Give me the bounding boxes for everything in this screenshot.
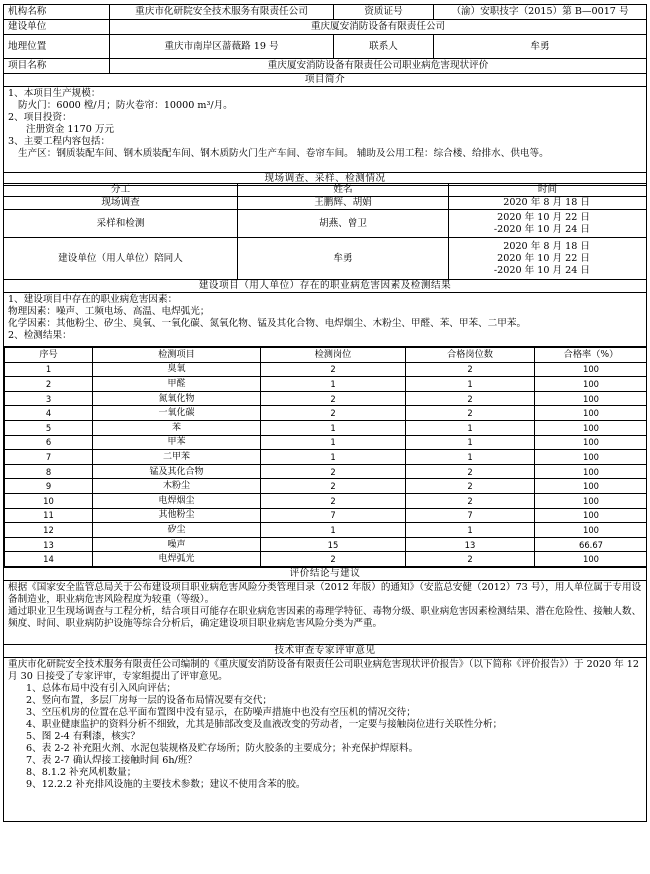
- row-posts: 7: [261, 508, 406, 523]
- results-header-row: [5, 348, 647, 363]
- row-posts: 2: [261, 464, 406, 479]
- org-label: 机构名称: [4, 5, 110, 20]
- intro-line: 1、本项目生产规模：: [8, 88, 101, 99]
- row-item: 木粉尘: [93, 479, 261, 494]
- review-item: 4、职业健康监护的资料分析不细致，尤其是肺部改变及血液改变的劳动者，一定要与接触岗位进行关联性分析；: [26, 718, 503, 730]
- location-label: 地理位置: [4, 35, 110, 59]
- row-item: 甲苯: [93, 435, 261, 450]
- contact-label: 联系人: [334, 35, 434, 59]
- row-qualified: 1: [406, 450, 535, 465]
- survey-names: 胡燕、曾卫: [238, 210, 449, 238]
- row-qualified: 2: [406, 406, 535, 421]
- row-no: 11: [5, 508, 93, 523]
- survey-role: 采样和检测: [4, 210, 238, 238]
- survey-time: [449, 238, 647, 280]
- table-row: [5, 420, 647, 435]
- project-value: 重庆厦安消防设备有限责任公司职业病危害现状评价: [110, 59, 647, 74]
- row-no: 7: [5, 450, 93, 465]
- row-no: 10: [5, 493, 93, 508]
- row-rate: 100: [535, 523, 647, 538]
- intro-line: 3、主要工程内容包括：: [8, 136, 111, 147]
- results-header-cell: 序号: [5, 348, 93, 363]
- survey-header-role: 分工: [4, 184, 238, 197]
- survey-time-line: -2020 年 10 月 24 日: [493, 223, 590, 235]
- table-row: [5, 552, 647, 567]
- table-row: [5, 523, 647, 538]
- row-posts: 1: [261, 450, 406, 465]
- row-no: 12: [5, 523, 93, 538]
- results-header-cell: 合格岗位数: [406, 348, 535, 363]
- review-item: 8、8.1.2 补充风机数量；: [26, 766, 137, 778]
- location-value: 重庆市南岸区蔷薇路 19 号: [110, 35, 334, 59]
- survey-role: 现场调查: [4, 197, 238, 210]
- row-rate: 100: [535, 552, 647, 567]
- project-label: 项目名称: [4, 59, 110, 74]
- row-rate: 100: [535, 406, 647, 421]
- row-posts: 1: [261, 435, 406, 450]
- unit-label: 建设单位: [4, 20, 110, 35]
- row-no: 3: [5, 391, 93, 406]
- row-item: 电焊烟尘: [93, 493, 261, 508]
- row-qualified: 2: [406, 552, 535, 567]
- contact-value: 牟勇: [434, 35, 647, 59]
- intro-line: 生产区：钢质装配车间、钢木质装配车间、钢木质防火门生产车间、卷帘车间。 辅助及公用工程：综合楼、给排水、供电等。: [18, 148, 549, 159]
- row-rate: 100: [535, 420, 647, 435]
- survey-role: 建设单位（用人单位）陪同人: [4, 238, 238, 280]
- table-row: [5, 362, 647, 377]
- row-qualified: 7: [406, 508, 535, 523]
- row-posts: 2: [261, 479, 406, 494]
- table-row: [5, 450, 647, 465]
- row-qualified: 13: [406, 537, 535, 552]
- row-item: 氮氧化物: [93, 391, 261, 406]
- results-header-cell: 检测项目: [93, 348, 261, 363]
- table-row: [5, 377, 647, 392]
- row-posts: 1: [261, 523, 406, 538]
- survey-time-line: 2020 年 8 月 18 日: [503, 240, 590, 252]
- row-no: 4: [5, 406, 93, 421]
- row-rate: 100: [535, 508, 647, 523]
- survey-time: [449, 210, 647, 238]
- row-no: 13: [5, 537, 93, 552]
- row-no: 1: [5, 362, 93, 377]
- survey-time-line: 2020 年 8 月 18 日: [503, 197, 590, 208]
- row-posts: 1: [261, 377, 406, 392]
- row-qualified: 1: [406, 377, 535, 392]
- row-no: 2: [5, 377, 93, 392]
- review-intro: 重庆市化研院安全技术服务有限责任公司编制的《重庆厦安消防设备有限责任公司职业病危害现状评价报告》（以下简称《评价报告》）于 2020 年 12 月 30 日接受了专家评审，专家组提出了评审意见。: [8, 658, 639, 682]
- hazards-line: 2、检测结果：: [8, 330, 72, 341]
- review-item: 7、表 2-7 确认焊接工接触时间 6h/班？: [26, 754, 197, 766]
- row-item: 苯: [93, 420, 261, 435]
- hazards-line: 化学因素：其他粉尘、矽尘、臭氧、一氧化碳、氮氧化物、锰及其化合物、电焊烟尘、木粉尘、甲醛、苯、甲苯、二甲苯。: [8, 318, 527, 329]
- table-row: [5, 537, 647, 552]
- survey-time-line: 2020 年 10 月 22 日: [497, 252, 590, 264]
- intro-content: [4, 87, 647, 173]
- table-row: [5, 493, 647, 508]
- row-posts: 15: [261, 537, 406, 552]
- row-item: 臭氧: [93, 362, 261, 377]
- review-item: 6、表 2-2 补充阻火剂、水泥包装规格及贮存场所；防火胶条的主要成分；补充保护焊原料。: [26, 742, 419, 754]
- row-rate: 100: [535, 464, 647, 479]
- row-no: 14: [5, 552, 93, 567]
- row-item: 甲醛: [93, 377, 261, 392]
- row-posts: 2: [261, 391, 406, 406]
- survey-time-line: 2020 年 10 月 22 日: [497, 211, 590, 223]
- table-row: [5, 508, 647, 523]
- evaluation-form: [3, 4, 647, 186]
- row-rate: 100: [535, 493, 647, 508]
- conclusion-content: [4, 580, 647, 644]
- results-table-cell: [4, 347, 647, 568]
- row-item: 一氧化碳: [93, 406, 261, 421]
- survey-header-time: 时间: [449, 184, 647, 197]
- row-posts: 2: [261, 552, 406, 567]
- hazards-line: 1、建设项目中存在的职业病危害因素：: [8, 294, 178, 305]
- conclusion-paragraph: 根据《国家安全监管总局关于公布建设项目职业病危害风险分类管理目录（2012 年版）的通知》（安监总安健（2012）73 号），用人单位属于专用设备制造业，职业病危害风险程度为较重（等级）。: [8, 581, 642, 605]
- survey-section-title: 现场调查、采样、检测情况: [4, 173, 647, 186]
- row-item: 噪声: [93, 537, 261, 552]
- row-qualified: 2: [406, 362, 535, 377]
- hazards-content: [4, 293, 647, 347]
- row-no: 5: [5, 420, 93, 435]
- row-item: 电焊弧光: [93, 552, 261, 567]
- conclusion-paragraph: 通过职业卫生现场调查与工程分析，结合项目可能存在职业病危害因素的毒理学特征、毒物分级、职业病危害因素检测结果、潜在危险性、接触人数、频度、时间、职业病防护设施等综合分析后，确定建设项目职业病危害风险分类为严重。: [8, 605, 642, 629]
- survey-table: [3, 183, 647, 822]
- review-content: [4, 657, 647, 821]
- survey-time-line: -2020 年 10 月 24 日: [493, 264, 590, 276]
- conclusion-section-title: 评价结论与建议: [4, 567, 647, 580]
- table-row: [5, 479, 647, 494]
- row-no: 8: [5, 464, 93, 479]
- row-posts: 2: [261, 493, 406, 508]
- survey-names: 牟勇: [238, 238, 449, 280]
- row-qualified: 2: [406, 493, 535, 508]
- row-rate: 100: [535, 362, 647, 377]
- row-rate: 100: [535, 435, 647, 450]
- row-qualified: 2: [406, 479, 535, 494]
- intro-line: 注册资金 1170 万元: [26, 124, 115, 135]
- row-qualified: 1: [406, 523, 535, 538]
- review-item: 1、总体布局中没有引入风向评估；: [26, 682, 177, 694]
- hazards-line: 物理因素：噪声、工频电场、高温、电焊弧光；: [8, 306, 210, 317]
- intro-line: 防火门：6000 樘/月；防火卷帘：10000 m³/月。: [18, 100, 233, 111]
- row-qualified: 1: [406, 420, 535, 435]
- results-header-cell: 合格率（%）: [535, 348, 647, 363]
- row-posts: 2: [261, 362, 406, 377]
- table-row: [5, 464, 647, 479]
- review-item: 2、竖向布置，多层厂房每一层的设备布局情况要有交代；: [26, 694, 272, 706]
- row-rate: 100: [535, 450, 647, 465]
- row-item: 矽尘: [93, 523, 261, 538]
- survey-time: [449, 197, 647, 210]
- survey-names: 王鹏辉、胡娟: [238, 197, 449, 210]
- table-row: [5, 406, 647, 421]
- review-section-title: 技术审查专家评审意见: [4, 644, 647, 657]
- row-posts: 1: [261, 420, 406, 435]
- review-item: 5、图 2-4 有剩漆，核实？: [26, 730, 140, 742]
- table-row: [5, 391, 647, 406]
- results-table: [4, 347, 647, 567]
- intro-line: 2、项目投资：: [8, 112, 72, 123]
- intro-section-title: 项目简介: [4, 74, 647, 87]
- row-qualified: 2: [406, 391, 535, 406]
- results-header-cell: 检测岗位: [261, 348, 406, 363]
- row-item: 其他粉尘: [93, 508, 261, 523]
- review-item: 3、空压机房的位置在总平面布置图中没有显示，在防噪声措施中也没有空压机的情况交待；: [26, 706, 416, 718]
- row-rate: 100: [535, 479, 647, 494]
- review-item: 9、12.2.2 补充排风设施的主要技术参数；建议不使用含苯的胶。: [26, 778, 306, 790]
- cert-label: 资质证号: [334, 5, 434, 20]
- row-item: 锰及其化合物: [93, 464, 261, 479]
- table-row: [5, 435, 647, 450]
- row-rate: 100: [535, 377, 647, 392]
- cert-value: （渝）安职技字（2015）第 B—0017 号: [434, 5, 647, 20]
- survey-header-names: 姓名: [238, 184, 449, 197]
- org-value: 重庆市化研院安全技术服务有限责任公司: [110, 5, 334, 20]
- row-qualified: 2: [406, 464, 535, 479]
- row-rate: 100: [535, 391, 647, 406]
- hazards-section-title: 建设项目（用人单位）存在的职业病危害因素及检测结果: [4, 280, 647, 293]
- row-no: 9: [5, 479, 93, 494]
- row-rate: 66.67: [535, 537, 647, 552]
- row-qualified: 1: [406, 435, 535, 450]
- row-no: 6: [5, 435, 93, 450]
- unit-value: 重庆厦安消防设备有限责任公司: [110, 20, 647, 35]
- row-item: 二甲苯: [93, 450, 261, 465]
- row-posts: 2: [261, 406, 406, 421]
